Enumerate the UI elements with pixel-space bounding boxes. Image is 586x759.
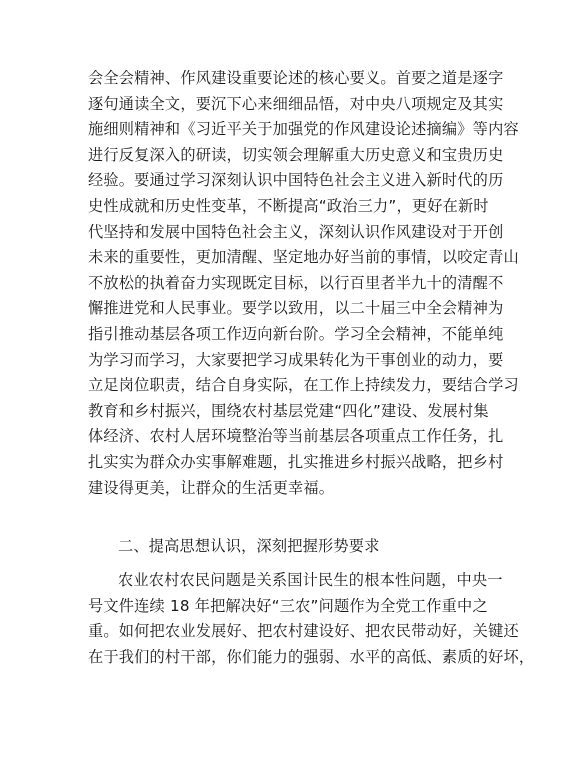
text-line: 在于我们的村干部，你们能力的强弱、水平的高低、素质的好坏， [88, 647, 535, 666]
text-line: 建设得更美，让群众的生活更幸福。 [88, 478, 335, 497]
text-line: 史性成就和历史性变革，不断提高“政治三力”，更好在新时 [88, 196, 489, 215]
text-line: 指引推动基层各项工作迈向新台阶。学习全会精神，不能单纯 [88, 324, 504, 343]
text-line: 重。如何把农业发展好、把农村建设好、把农民带动好，关键还 [88, 622, 519, 641]
text-line: 体经济、农村人居环境整治等当前基层各项重点工作任务，扎 [88, 427, 504, 446]
text-line: 未来的重要性，更加清醒、坚定地办好当前的事情，以咬定青山 [88, 248, 519, 267]
section-heading [88, 534, 508, 560]
text-line: 农业农村农民问题是关系国计民生的根本性问题，中央一 [118, 571, 503, 589]
text-line: 不放松的执着奋力实现既定目标，以行百里者半九十的清醒不 [88, 273, 504, 292]
text-line: 教育和乡村振兴，围绕农村基层党建“四化”建设、发展村集 [88, 401, 489, 420]
paragraph-1 [88, 66, 519, 501]
text-line: 为学习而学习，大家要把学习成果转化为干事创业的动力，要 [88, 350, 504, 369]
text-line: 逐句通读全文，要沉下心来细细品悟，对中央八项规定及其实 [88, 94, 504, 113]
paragraph-2 [88, 568, 535, 670]
section-heading-text: 二、提高思想认识，深刻把握形势要求 [118, 537, 380, 555]
text-line: 号文件连续 18 年把解决好“三农”问题作为全党工作重中之 [88, 596, 488, 615]
text-line: 会全会精神、作风建设重要论述的核心要义。首要之道是逐字 [88, 69, 504, 87]
text-line: 经验。要通过学习深刻认识中国特色社会主义进入新时代的历 [88, 171, 504, 190]
text-line: 懈推进党和人民事业。要学以致用，以二十届三中全会精神为 [88, 299, 504, 318]
text-line: 立足岗位职责，结合自身实际，在工作上持续发力，要结合学习 [88, 376, 519, 395]
text-line: 施细则精神和《习近平关于加强党的作风建设论述摘编》等内容 [88, 120, 519, 139]
text-line: 扎实实为群众办实事解难题，扎实推进乡村振兴战略，把乡村 [88, 452, 504, 471]
text-line: 进行反复深入的研读，切实领会理解重大历史意义和宝贵历史 [88, 145, 504, 164]
text-line: 代坚持和发展中国特色社会主义，深刻认识作风建设对于开创 [88, 222, 504, 241]
